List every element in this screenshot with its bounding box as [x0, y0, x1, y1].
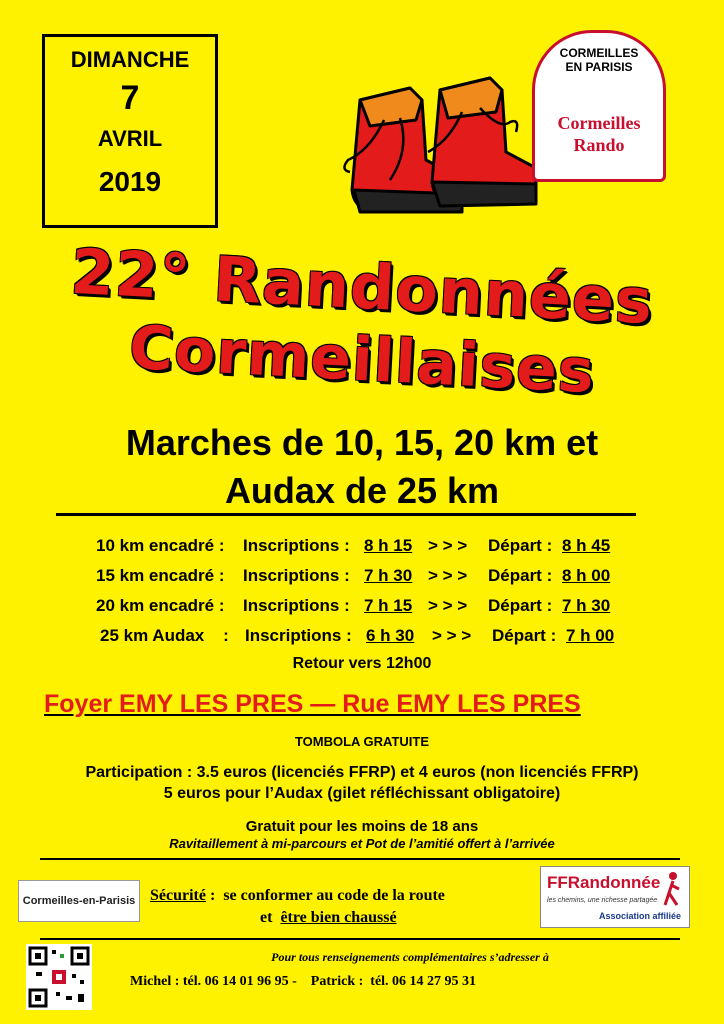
safety-line1 [150, 885, 530, 907]
refreshment-note: Ravitaillement à mi-parcours et Pot de l’amitié offert à l’arrivée [169, 836, 555, 851]
date-box [42, 34, 218, 228]
ffr-affiliation: Association affiliée [598, 911, 681, 921]
schedule-insc-time: 7 h 15 [364, 596, 413, 615]
safety-notice [150, 885, 530, 929]
divider [40, 858, 680, 860]
logo-club-line2: Rando [573, 135, 625, 155]
schedule-distance: 10 km encadré : [96, 536, 225, 555]
logo-town-line2: EN PARISIS [565, 60, 633, 74]
schedule-arrows: > > > [428, 536, 468, 555]
schedule-dep-label: Départ : [488, 596, 553, 615]
safety-colon: : [205, 887, 216, 904]
date-year: 2019 [98, 166, 162, 197]
hiking-boots-icon [340, 60, 540, 230]
event-title-line1: 22° Randonnées [69, 234, 655, 339]
contact-phones: Michel : tél. 06 14 01 96 95 - Patrick : tél. 06 14 27 95 31 [130, 974, 477, 989]
logo-club-line1: Cormeilles [557, 113, 641, 133]
schedule-insc-time: 8 h 15 [364, 536, 413, 555]
cormeilles-en-parisis-logo [18, 880, 140, 922]
subtitle-line2: Audax de 25 km [224, 470, 500, 511]
schedule-insc-label: Inscriptions : [243, 566, 350, 585]
schedule-dep-time: 7 h 00 [566, 626, 615, 645]
event-title-line2: Cormeillaises [127, 312, 597, 408]
tombola-note: TOMBOLA GRATUITE [294, 734, 430, 749]
schedule-insc-time: 7 h 30 [364, 566, 413, 585]
schedule-distance: 15 km encadré : [96, 566, 225, 585]
schedule-insc-label: Inscriptions : [243, 596, 350, 615]
logo-town-line1: CORMEILLES [559, 46, 639, 60]
schedule-insc-time: 6 h 30 [366, 626, 415, 645]
schedule-insc-label: Inscriptions : [243, 536, 350, 555]
schedule-dep-label: Départ : [488, 566, 553, 585]
return-time: Retour vers 12h00 [292, 655, 432, 672]
hiker-icon [661, 871, 683, 907]
ffr-tagline: les chemins, une richesse partagée [547, 897, 658, 904]
subtitle-underline [56, 513, 636, 516]
divider [40, 938, 680, 940]
venue-address: Foyer EMY LES PRES — Rue EMY LES PRES [44, 690, 581, 718]
safety-label: Sécurité [150, 887, 206, 904]
info-contact-intro: Pour tous renseignements complémentaires s’adresser à [271, 950, 549, 964]
subtitle-line1: Marches de 10, 15, 20 km et [125, 422, 599, 463]
cormeilles-rando-logo [532, 30, 666, 182]
safety-text1: se conformer au code de la route [215, 887, 445, 904]
schedule-arrows: > > > [428, 566, 468, 585]
ffr-name: FFRandonnée [547, 873, 661, 892]
participation-line2: 5 euros pour l’Audax (gilet réfléchissant obligatoire) [163, 785, 561, 802]
schedule-row [0, 536, 724, 560]
date-month: AVRIL [97, 126, 163, 151]
schedule-row [0, 626, 724, 650]
schedule-dep-time: 7 h 30 [562, 596, 611, 615]
date-day-name: DIMANCHE [70, 47, 190, 72]
schedule-row [0, 596, 724, 620]
schedule-distance: 25 km Audax : [100, 626, 229, 645]
schedule-arrows: > > > [428, 596, 468, 615]
safety-text2: être bien chaussé [280, 909, 397, 926]
free-under-18: Gratuit pour les moins de 18 ans [245, 818, 479, 835]
schedule-dep-time: 8 h 00 [562, 566, 611, 585]
participation-line1: Participation : 3.5 euros (licenciés FFRP) et 4 euros (non licenciés FFRP) [85, 764, 639, 781]
logo-town-name [532, 46, 666, 74]
ffrandonnee-logo [540, 866, 690, 928]
qr-code-icon [26, 944, 92, 1010]
participation-fees [0, 762, 724, 804]
schedule-dep-time: 8 h 45 [562, 536, 611, 555]
schedule-dep-label: Départ : [492, 626, 557, 645]
schedule-distance: 20 km encadré : [96, 596, 225, 615]
logo-cep-text: Cormeilles-en-Parisis [22, 895, 136, 907]
schedule-dep-label: Départ : [488, 536, 553, 555]
schedule-row [0, 566, 724, 590]
logo-club-name [532, 112, 666, 156]
safety-line2 [150, 907, 530, 929]
safety-et: et [260, 909, 281, 926]
schedule-arrows: > > > [432, 626, 472, 645]
date-day: 7 [120, 79, 140, 117]
schedule-insc-label: Inscriptions : [245, 626, 352, 645]
